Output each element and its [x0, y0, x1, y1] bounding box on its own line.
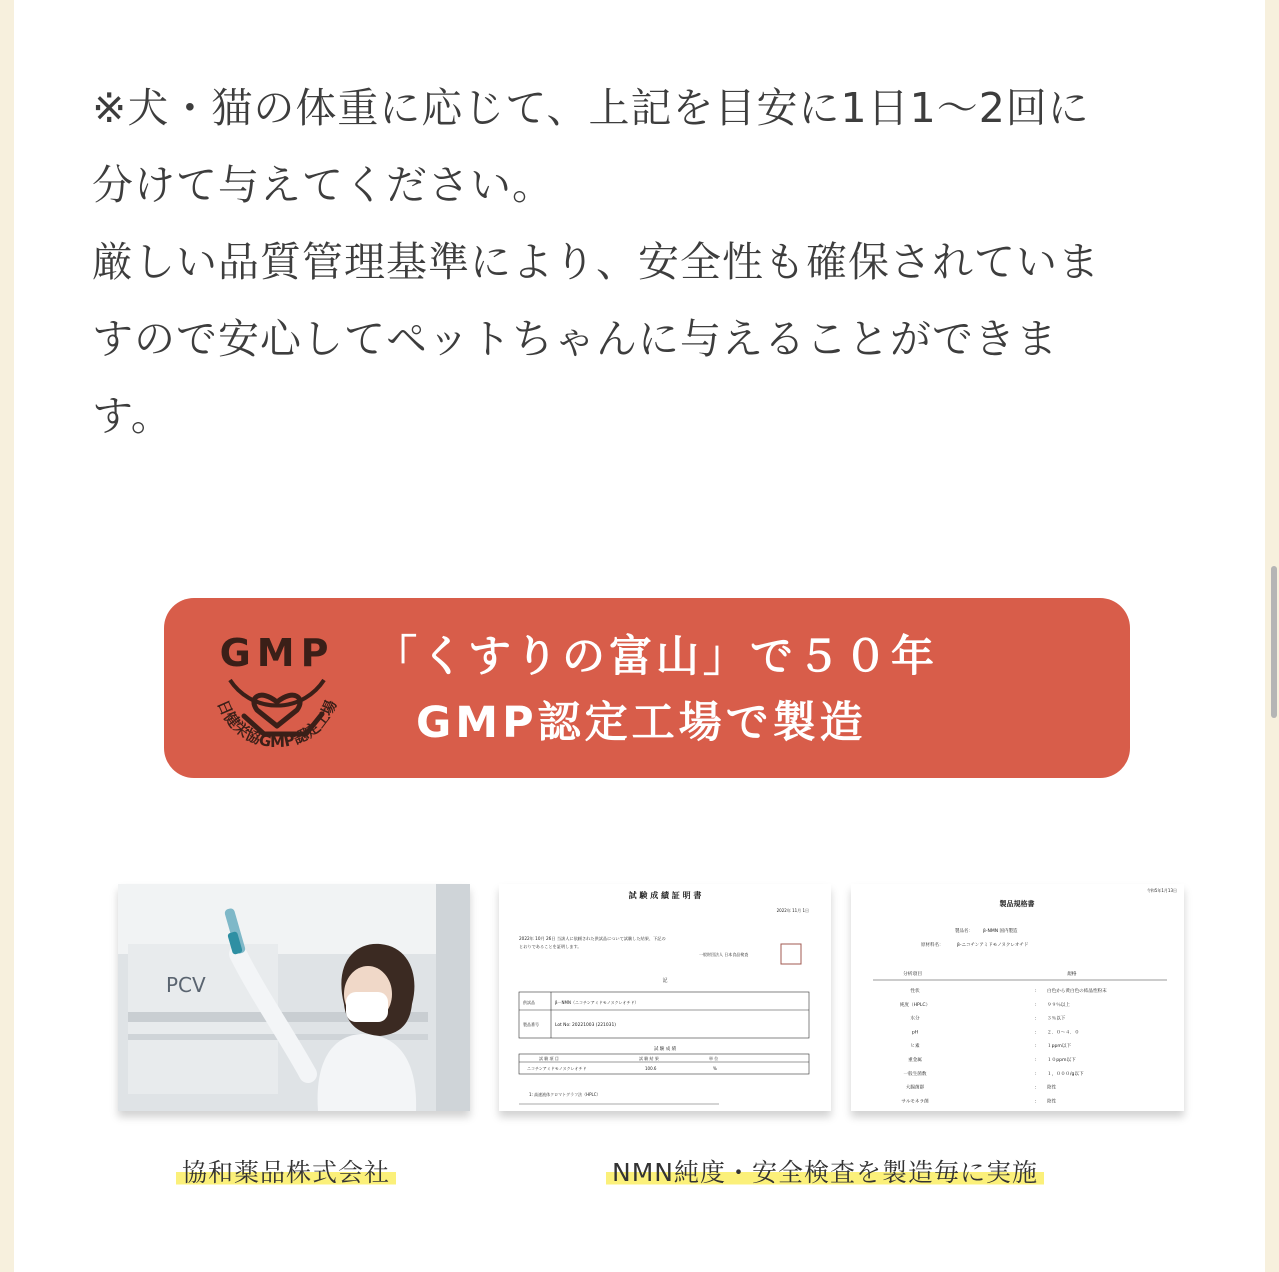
spec-row-value: ２．０〜４．０	[1047, 1030, 1080, 1036]
cert-row-value: 100.6	[645, 1066, 657, 1071]
spec-row-colon: :	[1035, 1030, 1037, 1036]
spec-row-value: ９９％以上	[1047, 1002, 1070, 1008]
test-certificate-image	[499, 884, 831, 1111]
spec-col-item: 分析項目	[903, 972, 923, 977]
cert-lot-label: 製品番号	[523, 1022, 539, 1027]
lab-scene-illustration	[118, 884, 470, 1111]
cert-date: 2022年 11月 1日	[776, 908, 809, 913]
intro-line: ※犬・猫の体重に応じて、上記を目安に1日1〜2回に	[92, 84, 1090, 132]
spec-row-colon: :	[1035, 1002, 1037, 1008]
spec-row-colon: :	[1035, 1016, 1037, 1022]
spec-product-label: 製品名：	[955, 929, 973, 934]
cert-lead-2: とおりであることを証明します。	[519, 944, 582, 949]
spec-row-colon: :	[1035, 1058, 1037, 1063]
banner-line-1: 「くすりの富山」で５０年	[374, 632, 938, 682]
spec-row-value: １ppm以下	[1047, 1044, 1072, 1050]
gmp-logo-letters: GMP	[219, 631, 335, 675]
spec-row-item: pH	[911, 1030, 919, 1036]
spec-product-value: β-NMN 国内製造	[983, 929, 1018, 934]
spec-material-value: β-ニコチンアミドモノヌクレオチド	[957, 943, 1029, 948]
spec-material-label: 原材料名：	[921, 943, 944, 948]
spec-row-value: 陰性	[1047, 1085, 1057, 1091]
spec-row-item: サルモネラ菌	[901, 1099, 929, 1105]
spec-row-colon: :	[1035, 1099, 1037, 1105]
cert-table-title: 試 験 成 績	[653, 1047, 677, 1052]
cert-method: 1: 高速液体クロマトグラフ法（HPLC）	[529, 1092, 601, 1097]
gmp-logo-ring-text: 日健栄協GMP認定工場	[213, 697, 341, 752]
banner-line-2: GMP認定工場で製造	[416, 698, 867, 748]
quality-test-text: NMN純度・安全検査を製造毎に実施	[606, 1158, 1044, 1187]
product-spec-image	[851, 884, 1184, 1111]
spec-row-item: 水分	[910, 1016, 920, 1022]
spec-row-item: ヒ素	[910, 1044, 920, 1050]
page-margin-left	[0, 0, 14, 1272]
spec-row-value: １０ppm以下	[1047, 1058, 1076, 1063]
intro-line: す。	[92, 392, 173, 440]
scrollbar-thumb[interactable]	[1271, 566, 1277, 718]
intro-line: 厳しい品質管理基準により、安全性も確保されていま	[92, 238, 1100, 286]
spec-row-colon: :	[1035, 1085, 1037, 1091]
intro-text	[92, 70, 1212, 455]
manufacturer-name: 協和薬品株式会社	[176, 1158, 396, 1187]
cert-lead-1: 2022年 10月 26日 当該人に依頼された供試品について試験した結果、下記の	[519, 936, 666, 941]
cert-col-unit: 単 位	[709, 1056, 719, 1061]
spec-row-colon: :	[1035, 1044, 1037, 1050]
gmp-banner	[164, 598, 1130, 778]
spec-date: 令和5年1月13日	[1146, 888, 1177, 893]
spec-row-value: １，０００/g以下	[1047, 1071, 1084, 1077]
spec-row-item: 大腸菌群	[905, 1085, 925, 1091]
lab-photo	[118, 884, 470, 1111]
cert-title: 試 験 成 績 証 明 書	[628, 891, 702, 900]
banner-heading	[374, 624, 1114, 756]
cabinet-label: PCV	[166, 973, 206, 997]
spec-title: 製品規格書	[999, 900, 1035, 908]
cert-center-mark: 記	[662, 978, 668, 984]
spec-row-colon: :	[1035, 989, 1037, 994]
spec-row-item: 重金属	[908, 1058, 922, 1063]
cert-row-item: ニコチンアミドモノヌクレオチド	[527, 1066, 587, 1071]
quality-test-caption	[606, 1156, 1044, 1190]
cert-sample-value: β－NMN（ニコチンアミドモノヌクレオチド）	[555, 1000, 639, 1005]
gmp-certification-logo	[202, 618, 352, 768]
manufacturer-caption	[176, 1156, 396, 1190]
intro-line: すので安心してペットちゃんに与えることができま	[92, 315, 1058, 363]
spec-row-colon: :	[1035, 1071, 1037, 1077]
cert-col-result: 試 験 結 果	[639, 1056, 659, 1061]
spec-rows	[900, 987, 1107, 1104]
spec-row-item: 一般生菌数	[903, 1071, 927, 1077]
cert-lot-value: Lot No: 20221003 (221031)	[555, 1023, 616, 1028]
spec-col-spec: 規格	[1067, 972, 1077, 977]
cert-row-unit: %	[713, 1066, 717, 1071]
spec-row-value: 白色から黄白色の結晶性粉末	[1047, 989, 1107, 994]
spec-row-value: ３％以下	[1047, 1016, 1066, 1022]
cert-col-item: 試 験 項 目	[539, 1056, 559, 1061]
spec-row-item: 性状	[910, 989, 920, 994]
spec-row-value: 陰性	[1047, 1099, 1057, 1105]
spec-row-item: 純度（HPLC）	[899, 1002, 931, 1008]
cert-sample-label: 供試品	[523, 1000, 535, 1005]
intro-line: 分けて与えてください。	[92, 161, 554, 209]
cert-issuer: 一般財団法人 日本食品検査	[699, 952, 749, 957]
